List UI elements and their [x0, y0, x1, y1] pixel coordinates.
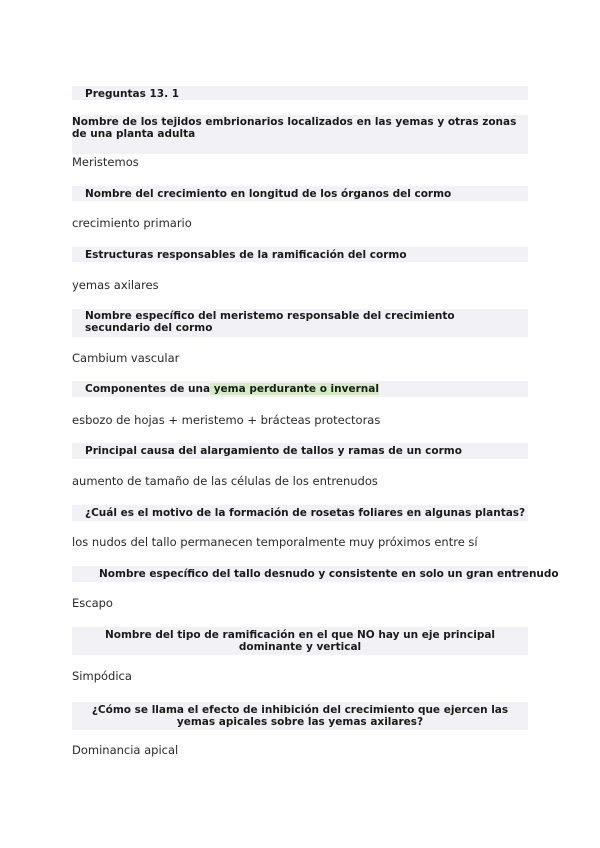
answer-text: Escapo: [72, 596, 113, 610]
answer-text: Simpódica: [72, 669, 132, 683]
question-text: ¿Cómo se llama el efecto de inhibición del crecimiento que ejercen las yemas apicales sobre las yemas axilares?: [91, 704, 509, 728]
question-text: Nombre específico del tallo desnudo y consistente en solo un gran entrenudo: [99, 568, 559, 580]
question-text: [85, 383, 379, 395]
page-title: Preguntas 13. 1: [85, 88, 180, 100]
highlighted-phrase: yema perdurante o invernal: [210, 383, 379, 395]
answer-text: los nudos del tallo permanecen temporalmente muy próximos entre sí: [72, 535, 478, 549]
question-text: ¿Cuál es el motivo de la formación de rosetas foliares en algunas plantas?: [85, 507, 526, 519]
answer-text: Cambium vascular: [72, 351, 180, 365]
question-text: Nombre de los tejidos embrionarios localizados en las yemas y otras zonas de una planta adulta: [72, 116, 517, 140]
question-text: Nombre del crecimiento en longitud de los órganos del cormo: [85, 188, 452, 200]
answer-text: Dominancia apical: [72, 743, 179, 757]
answer-text: aumento de tamaño de las células de los entrenudos: [72, 474, 378, 488]
answer-text: Meristemos: [72, 155, 139, 169]
question-text: Estructuras responsables de la ramificación del cormo: [85, 249, 407, 261]
answer-text: yemas axilares: [72, 278, 159, 292]
question-text: Nombre específico del meristemo responsable del crecimiento secundario del cormo: [85, 310, 455, 334]
question-text: Nombre del tipo de ramificación en el que NO hay un eje principal dominante y vertical: [104, 629, 496, 653]
answer-text: crecimiento primario: [72, 216, 192, 230]
question-prefix: Componentes de una: [85, 383, 211, 395]
question-text: Principal causa del alargamiento de tallos y ramas de un cormo: [85, 445, 462, 457]
answer-text: esbozo de hojas + meristemo + brácteas protectoras: [72, 413, 381, 427]
